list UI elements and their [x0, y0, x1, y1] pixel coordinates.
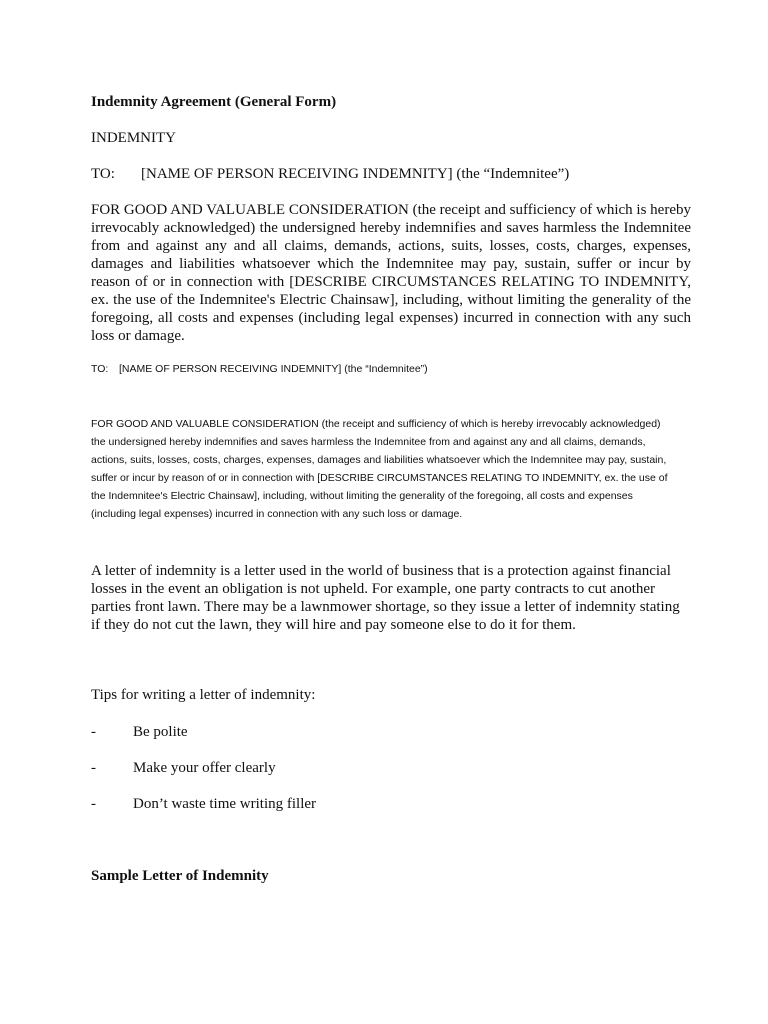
tips-heading: Tips for writing a letter of indemnity:	[91, 687, 316, 703]
tip-text: Be polite	[133, 724, 188, 740]
consideration-paragraph-1: FOR GOOD AND VALUABLE CONSIDERATION (the receipt and sufficiency of which is hereby irrevocably acknowledged) the undersigned hereby indemnifies and saves harmless the Indemnitee from and against any and all claims, demands, actions, suits, losses, costs, charges, expenses, damages and liabilities whatsoever which the Indemnitee may pay, sustain, suffer or incur by reason of or in connection with [DESCRIBE CIRCUMSTANCES RELATING TO INDEMNITY, ex. the use of the Indemnitee's Electric Chainsaw], including, without limiting the generality of the foregoing, all costs and expenses (including legal expenses) incurred in connection with any such loss or damage.	[91, 202, 691, 344]
sample-heading: Sample Letter of Indemnity	[91, 868, 269, 884]
list-item	[91, 795, 591, 813]
to-line-1	[91, 165, 691, 183]
indemnitee-tag: (the “Indemnitee”)	[456, 166, 570, 182]
to-label: TO:	[91, 166, 115, 182]
recipient-placeholder: [NAME OF PERSON RECEIVING INDEMNITY]	[119, 363, 342, 375]
list-item	[91, 723, 591, 741]
indemnitee-tag: (the “Indemnitee”)	[344, 363, 428, 375]
consideration-paragraph-2: FOR GOOD AND VALUABLE CONSIDERATION (the receipt and sufficiency of which is hereby irrevocably acknowledged) the undersigned hereby indemnifies and saves harmless the Indemnitee from and against any and all claims, demands, actions, suits, losses, costs, charges, expenses, damages and liabilities whatsoever which the Indemnitee may pay, sustain, suffer or incur by reason of or in connection with [DESCRIBE CIRCUMSTANCES RELATING TO INDEMNITY, ex. the use of the Indemnitee's Electric Chainsaw], including, without limiting the generality of the foregoing, all costs and expenses (including legal expenses) incurred in connection with any such loss or damage.	[91, 418, 668, 520]
document-title: Indemnity Agreement (General Form)	[91, 94, 337, 110]
bullet-dash: -	[91, 724, 96, 740]
explanation-paragraph: A letter of indemnity is a letter used in the world of business that is a protection against financial losses in the event an obligation is not upheld. For example, one party contracts to cut another parties front lawn. There may be a lawnmower shortage, so they issue a letter of indemnity stating if they do not cut the lawn, they will hire and pay someone else to do it for them.	[91, 563, 680, 633]
bullet-dash: -	[91, 760, 96, 776]
to-label: TO:	[91, 363, 109, 375]
list-item	[91, 759, 591, 777]
tip-text: Don’t waste time writing filler	[133, 796, 317, 812]
to-line-2	[91, 360, 691, 378]
indemnity-heading: INDEMNITY	[91, 130, 176, 146]
recipient-placeholder: [NAME OF PERSON RECEIVING INDEMNITY]	[141, 166, 453, 182]
bullet-dash: -	[91, 796, 96, 812]
tip-text: Make your offer clearly	[133, 760, 276, 776]
